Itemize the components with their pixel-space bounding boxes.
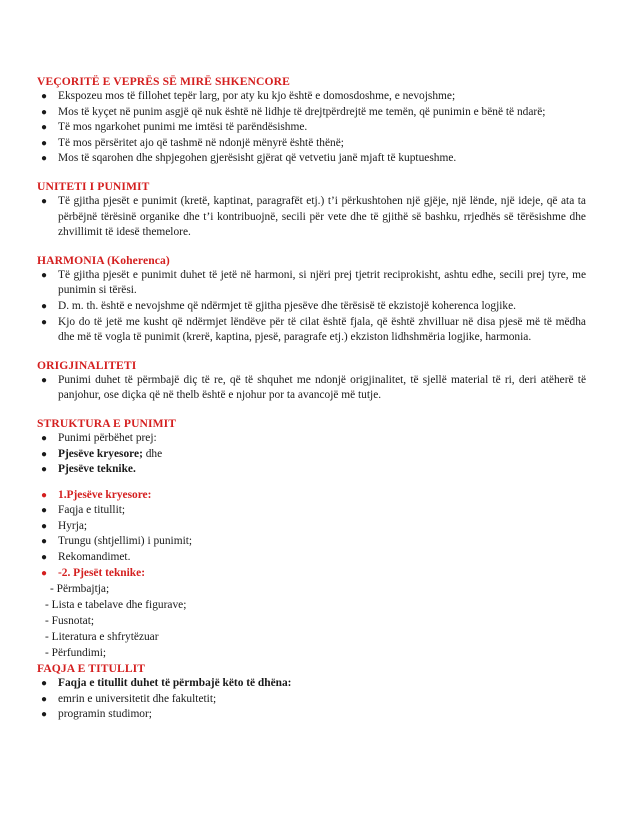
technical-item: - Përfundimi; — [45, 647, 107, 660]
bullet-icon: ● — [40, 505, 48, 517]
bullet-icon: ● — [40, 153, 48, 165]
list-item: ● D. m. th. është e nevojshme që ndërmjet të gjitha pjesëve dhe tërësisë të ekzistojë koherenca logjike. — [0, 299, 638, 315]
list-features — [0, 89, 638, 167]
list-item: ● Punimi duhet të përmbajë diç të re, që të shquhet me ndonjë origjinalitet, të sjellë material të ri, deri atëherë të panjohur, ose diçka që në thelb është e njohur por ta avancojë më tutje. — [0, 373, 638, 404]
section-heading-originality: ORIGJINALITETI — [37, 358, 137, 372]
bullet-icon: ● — [40, 693, 48, 705]
list-item: ● Mos të kyçet në punim asgjë që nuk është në lidhje të drejtpërdrejtë me temën, që punimin e bënë të ndarë; — [0, 105, 638, 121]
bullet-icon: ● — [40, 448, 48, 460]
list-harmony — [0, 268, 638, 346]
bullet-icon: ● — [40, 464, 48, 476]
bullet-icon: ● — [40, 195, 48, 207]
technical-item: - Fusnotat; — [45, 615, 95, 628]
list-item: ● Të gjitha pjesët e punimit (kretë, kaptinat, paragrafët etj.) t’i përkushtohen një gjëje, një lënde, një ideje, që ata ta përbëjnë tërësinë organike dhe t’i kontribuojnë, secili për vete dhe të gjithë së bashku, rrjedhës së tërësishme dhe zhvillimit të idesë themelore. — [0, 194, 638, 241]
bullet-icon: ● — [40, 374, 48, 386]
list-item: ● Mos të sqarohen dhe shpjegohen gjerësisht gjërat që vetvetiu janë mjaft të kuptueshme. — [0, 151, 638, 167]
list-unity — [0, 194, 638, 241]
section-heading-features: VEÇORITË E VEPRËS SË MIRË SHKENCORE — [37, 75, 290, 88]
section-heading-harmony: HARMONIA (Koherenca) — [37, 253, 170, 267]
document-body — [0, 74, 638, 723]
list-originality — [0, 373, 638, 404]
list-item: ● Pjesëve teknike. — [0, 462, 638, 478]
list-item: ● Trungu (shtjellimi) i punimit; — [0, 534, 638, 550]
list-item: ● Faqja e titullit duhet të përmbajë këto të dhëna: — [0, 676, 638, 692]
list-item: ● emrin e universitetit dhe fakultetit; — [0, 692, 638, 708]
list-item: ● programin studimor; — [0, 707, 638, 723]
subheading-technical-parts: ● -2. Pjesët teknike: — [0, 566, 638, 582]
bullet-icon: ● — [40, 489, 48, 501]
bullet-icon: ● — [40, 122, 48, 134]
bullet-icon: ● — [40, 269, 48, 281]
bullet-icon: ● — [40, 552, 48, 564]
bullet-icon: ● — [40, 678, 48, 690]
subheading-main-parts: ● 1.Pjesëve kryesore: — [0, 488, 638, 504]
bullet-icon: ● — [40, 567, 48, 579]
list-title-page — [0, 676, 638, 723]
bullet-icon: ● — [40, 300, 48, 312]
technical-item: - Lista e tabelave dhe figurave; — [45, 599, 187, 612]
section-heading-structure: STRUKTURA E PUNIMIT — [37, 416, 177, 430]
list-structure — [0, 431, 638, 581]
bullet-icon: ● — [40, 520, 48, 532]
list-item: ● Ekspozeu mos të fillohet tepër larg, por aty ku kjo është e domosdoshme, e nevojshme; — [0, 89, 638, 105]
list-item: ● Kjo do të jetë me kusht që ndërmjet lëndëve për të cilat është fjala, që është zhvilluar në disa pjesë më të mëdha dhe më të vogla të punimit (krerë, kaptina, pjesë, paragrafe etj.) ekziston lidhshmëria logjike, harmonia. — [0, 315, 638, 346]
bullet-icon: ● — [40, 709, 48, 721]
main-parts-label: Pjesëve kryesore; — [58, 447, 143, 460]
bullet-icon: ● — [40, 137, 48, 149]
list-item: ● Të mos ngarkohet punimi me imtësi të parëndësishme. — [0, 120, 638, 136]
list-item: ● Të mos përsëritet ajo që tashmë në ndonjë mënyrë është thënë; — [0, 136, 638, 152]
bullet-icon: ● — [40, 106, 48, 118]
list-item: ● Rekomandimet. — [0, 550, 638, 566]
list-item: ● Punimi përbëhet prej: — [0, 431, 638, 447]
section-heading-title-page: FAQJA E TITULLIT — [37, 662, 146, 676]
technical-item: - Përmbajtja; — [50, 583, 110, 596]
list-item: ● Të gjitha pjesët e punimit duhet të jetë në harmoni, si njëri prej tjetrit reciprokisht, ashtu edhe, secili prej tyre, me punimin si tërësi. — [0, 268, 638, 299]
list-item: ● Hyrja; — [0, 519, 638, 535]
bullet-icon: ● — [40, 536, 48, 548]
bullet-icon: ● — [40, 91, 48, 102]
technical-item: - Literatura e shfrytëzuar — [45, 631, 159, 644]
bullet-icon: ● — [40, 432, 48, 444]
bullet-icon: ● — [40, 316, 48, 328]
section-heading-unity: UNITETI I PUNIMIT — [37, 179, 150, 193]
list-item: ● Faqja e titullit; — [0, 503, 638, 519]
list-item: ● Pjesëve kryesore; dhe — [0, 447, 638, 463]
